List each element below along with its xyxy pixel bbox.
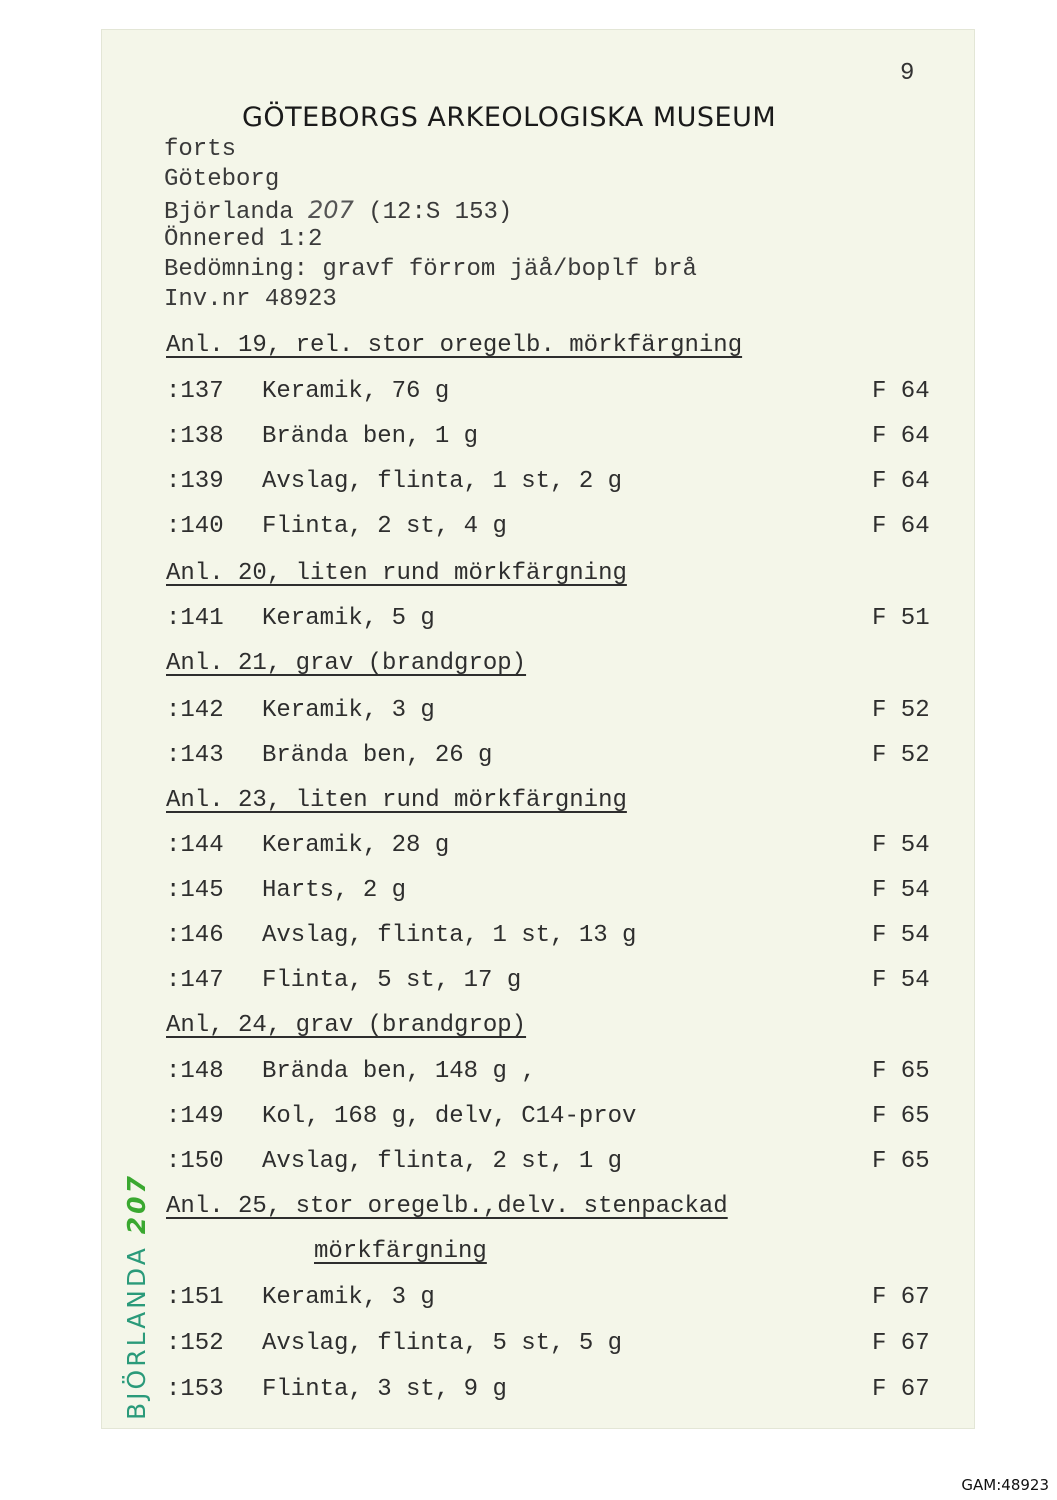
item-box: F 64 [872,378,930,405]
list-item [166,742,946,772]
section-heading: Anl. 25, stor oregelb.,delv. stenpackad [166,1193,728,1220]
item-box: F 67 [872,1376,930,1403]
list-item [166,1058,946,1088]
item-description: Kol, 168 g, delv, C14-prov [262,1103,637,1130]
stamp-text: BJÖRLANDA [122,1234,151,1420]
list-item [166,1148,946,1178]
item-box: F 52 [872,697,930,724]
section-heading: Anl. 19, rel. stor oregelb. mörkfärgning [166,332,743,359]
archive-id: GAM:48923 [961,1476,1049,1494]
item-box: F 64 [872,423,930,450]
item-number: :143 [166,742,224,769]
item-box: F 52 [872,742,930,769]
item-number: :142 [166,697,224,724]
item-description: Keramik, 5 g [262,605,435,632]
item-box: F 67 [872,1330,930,1357]
item-number: :151 [166,1284,224,1311]
list-item [166,1103,946,1133]
list-item [166,1376,946,1406]
item-box: F 67 [872,1284,930,1311]
item-description: Keramik, 28 g [262,832,450,859]
list-item [166,1330,946,1360]
item-description: Keramik, 3 g [262,697,435,724]
item-description: Avslag, flinta, 5 st, 5 g [262,1330,623,1357]
list-item [166,378,946,408]
item-number: :144 [166,832,224,859]
section-heading: Anl. 21, grav (brandgrop) [166,650,527,677]
list-item [166,922,946,952]
item-box: F 54 [872,967,930,994]
stamp-handwritten-number: 207 [122,1173,151,1235]
list-item [166,605,946,635]
item-number: :137 [166,378,224,405]
item-description: Brända ben, 1 g [262,423,479,450]
header-site-line [164,196,512,226]
section-heading-continued: mörkfärgning [314,1238,487,1265]
item-box: F 64 [872,513,930,540]
item-box: F 65 [872,1103,930,1130]
section-heading: Anl, 24, grav (brandgrop) [166,1012,527,1039]
item-box: F 54 [872,877,930,904]
item-number: :141 [166,605,224,632]
site-suffix: (12:S 153) [353,199,513,226]
item-box: F 54 [872,922,930,949]
item-description: Avslag, flinta, 1 st, 13 g [262,922,637,949]
list-item [166,877,946,907]
section-heading: Anl. 20, liten rund mörkfärgning [166,560,627,587]
item-number: :145 [166,877,224,904]
item-number: :146 [166,922,224,949]
page-number: 9 [900,60,915,87]
item-number: :153 [166,1376,224,1403]
list-item [166,423,946,453]
item-description: Flinta, 3 st, 9 g [262,1376,507,1403]
item-number: :138 [166,423,224,450]
item-number: :149 [166,1103,224,1130]
item-number: :139 [166,468,224,495]
item-description: Avslag, flinta, 2 st, 1 g [262,1148,623,1175]
item-number: :140 [166,513,224,540]
item-box: F 64 [872,468,930,495]
site-number: 207 [308,196,354,224]
catalog-card [102,30,974,1428]
header-line: Göteborg [164,166,280,193]
site-stamp [122,1173,151,1420]
item-description: Brända ben, 148 g , [262,1058,536,1085]
list-item [166,967,946,997]
item-number: :150 [166,1148,224,1175]
list-item [166,513,946,543]
item-box: F 65 [872,1058,930,1085]
item-description: Keramik, 3 g [262,1284,435,1311]
item-box: F 51 [872,605,930,632]
item-number: :152 [166,1330,224,1357]
list-item [166,832,946,862]
inventory-number: Inv.nr 48923 [164,286,337,313]
item-box: F 54 [872,832,930,859]
list-item [166,468,946,498]
item-description: Keramik, 76 g [262,378,450,405]
item-number: :148 [166,1058,224,1085]
header-line: Önnered 1:2 [164,226,323,253]
site-prefix: Björlanda [164,199,309,226]
museum-name: GÖTEBORGS ARKEOLOGISKA MUSEUM [242,102,777,133]
item-description: Avslag, flinta, 1 st, 2 g [262,468,623,495]
list-item [166,697,946,727]
header-line: forts [164,136,237,163]
item-box: F 65 [872,1148,930,1175]
item-description: Flinta, 5 st, 17 g [262,967,522,994]
item-number: :147 [166,967,224,994]
list-item [166,1284,946,1314]
item-description: Harts, 2 g [262,877,407,904]
header-line: Bedömning: gravf förrom jäå/boplf brå [164,256,697,283]
section-heading: Anl. 23, liten rund mörkfärgning [166,787,627,814]
item-description: Flinta, 2 st, 4 g [262,513,507,540]
item-description: Brända ben, 26 g [262,742,493,769]
